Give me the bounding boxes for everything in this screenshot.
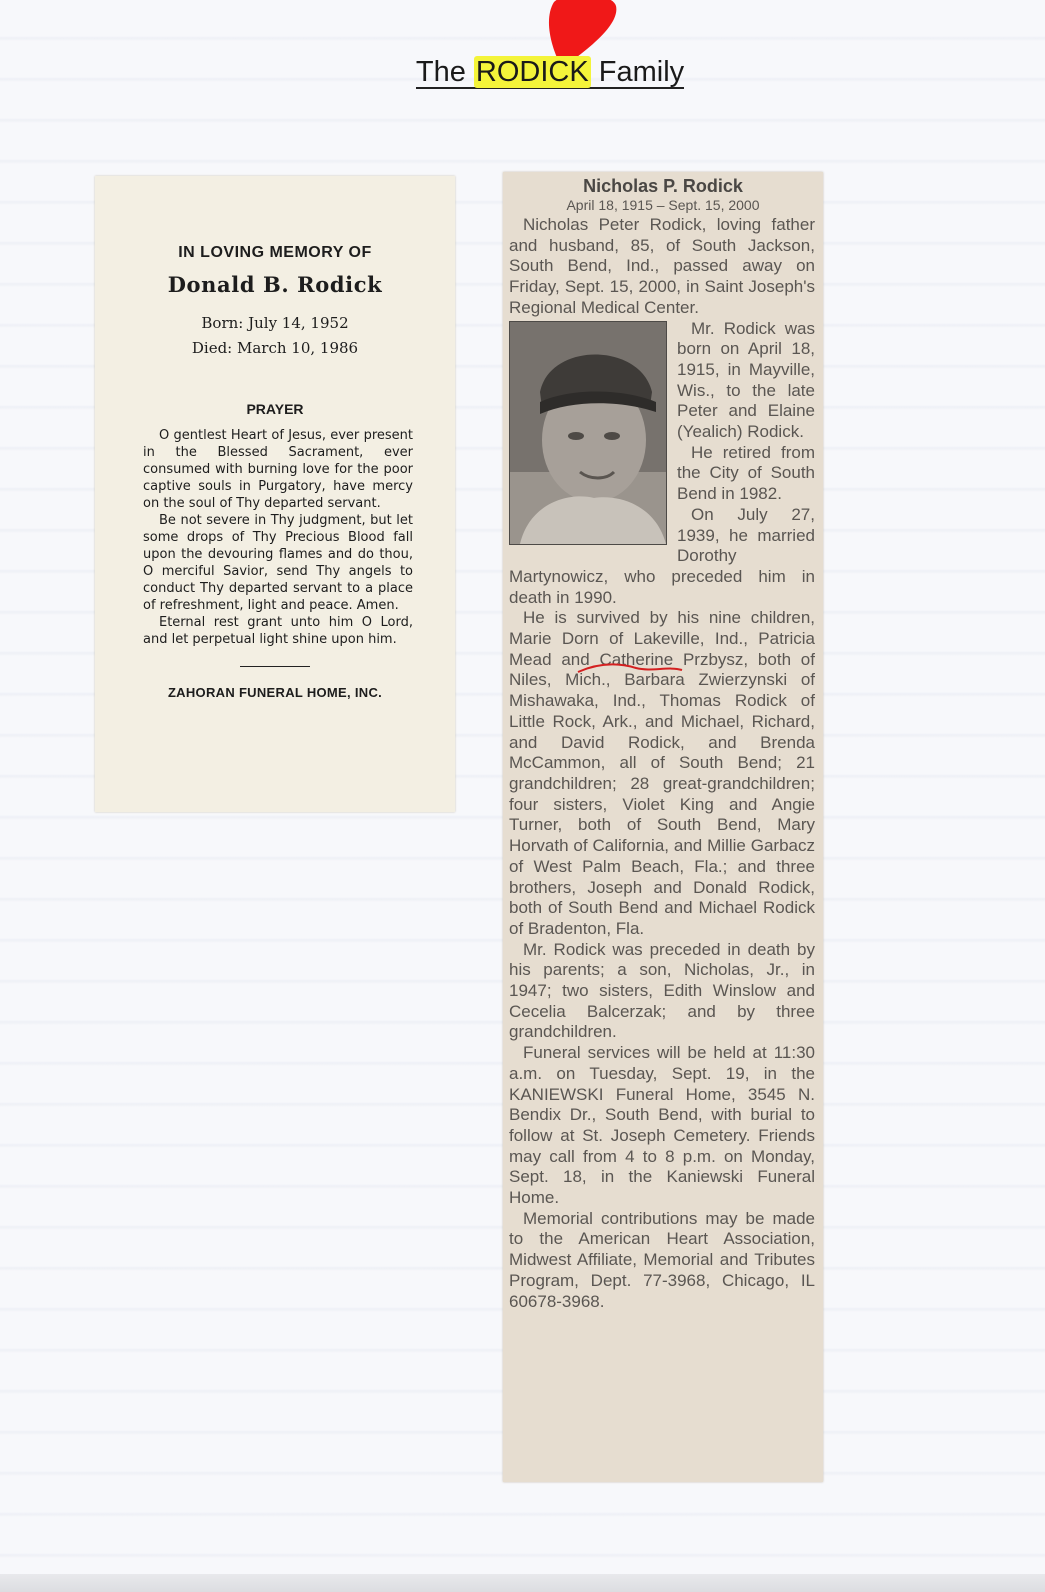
obituary-paragraph: He is survived by his nine children, Marie Dorn of Lakeville, Ind., Patricia Mead and Catherine Przbysz, both of Niles, Mich., Barbara Zwierzynski of Mishawaka, Ind., Thomas Rodick of Little Rock, Ark., and Michael, Richard, and David Rodick, and Brenda McCammon, all of South Bend; 21 grandchildren; 28 great-grandchildren; four sisters, Violet King and Angie Turner, both of South Bend, Mary Horvath of California, and Millie Garbacz of West Palm Beach, Fla.; and three brothers, Joseph and Donald Rodick, both of South Bend and Michael Rodick of Bradenton, Fla. xyxy=(509,608,815,938)
portrait-image xyxy=(510,322,666,544)
obituary-paragraph: On July 27, 1939, he married Dorothy Martynowicz, who preceded him in death in 1990. xyxy=(509,504,815,607)
prayer-paragraph: O gentlest Heart of Jesus, ever present in the Blessed Sacrament, ever consumed with burning love for the poor captive souls in Purgatory, have mercy on the soul of Thy departed servant. xyxy=(143,428,413,511)
obituary-paragraph: Funeral services will be held at 11:30 a.m. on Tuesday, Sept. 19, in the KANIEWSKI Funeral Home, 3545 N. Bendix Dr., South Bend, with burial to follow at St. Joseph Cemetery. Friends may call from 4 to 8 p.m. on Monday, Sept. 18, in the Kaniewski Funeral Home. xyxy=(509,1043,815,1208)
divider xyxy=(240,666,310,667)
prayer-paragraph: Eternal rest grant unto him O Lord, and let perpetual light shine upon him. xyxy=(143,615,413,647)
red-ink-mark xyxy=(576,658,686,678)
title-suffix: Family xyxy=(590,56,685,88)
title-highlight: RODICK xyxy=(475,56,589,88)
obituary-paragraph: Memorial contributions may be made to the American Heart Association, Midwest Affiliate, Memorial and Tributes Program, Dept. 77-3968, Chicago, IL 60678-3968. xyxy=(509,1208,815,1311)
prayer-text xyxy=(143,427,413,648)
obituary-paragraph: Mr. Rodick was born on April 18, 1915, in Mayville, Wis., to the late Peter and Elaine (Yealich) Rodick. xyxy=(677,318,815,442)
obituary-body xyxy=(509,215,815,1312)
portrait-photo xyxy=(509,321,667,545)
obituary-paragraph: He retired from the City of South Bend in 1982. xyxy=(677,442,815,504)
born-date: Born: July 14, 1952 xyxy=(201,314,349,332)
scan-edge xyxy=(0,1574,1045,1592)
obituary-paragraph: Mr. Rodick was preceded in death by his parents; a son, Nicholas, Jr., in 1947; two sisters, Edith Winslow and Cecelia Balcerzak; and by three grandchildren. xyxy=(509,939,815,1042)
prayer-heading: PRAYER xyxy=(246,401,304,417)
died-date: Died: March 10, 1986 xyxy=(191,339,359,357)
card-dates xyxy=(95,311,455,361)
funeral-home-name: ZAHORAN FUNERAL HOME, INC. xyxy=(167,685,383,700)
obituary-paragraph xyxy=(509,215,815,319)
obituary-name: Nicholas P. Rodick xyxy=(583,176,743,196)
memorial-card xyxy=(95,176,455,812)
obituary-lifespan: April 18, 1915 – Sept. 15, 2000 xyxy=(566,197,760,213)
page-title xyxy=(0,56,1045,89)
deceased-name: Donald B. Rodick xyxy=(167,272,383,297)
obituary-clipping xyxy=(503,172,823,1482)
prayer-paragraph: Be not severe in Thy judgment, but let some drops of Thy Precious Blood fall upon the devouring flames and do thou, O merciful Savior, send Thy angels to conduct Thy departed servant to a place of refreshment, light and peace. Amen. xyxy=(143,513,413,613)
title-prefix: The xyxy=(415,56,474,88)
obituary-paragraph-text: Nicholas Peter Rodick, loving father and husband, 85, of South Jackson, South Bend, Ind., passed away on Friday, Sept. 15, 2000, in Saint Joseph's Regional Medical Center. xyxy=(509,215,815,317)
memory-line: IN LOVING MEMORY OF xyxy=(178,244,372,261)
